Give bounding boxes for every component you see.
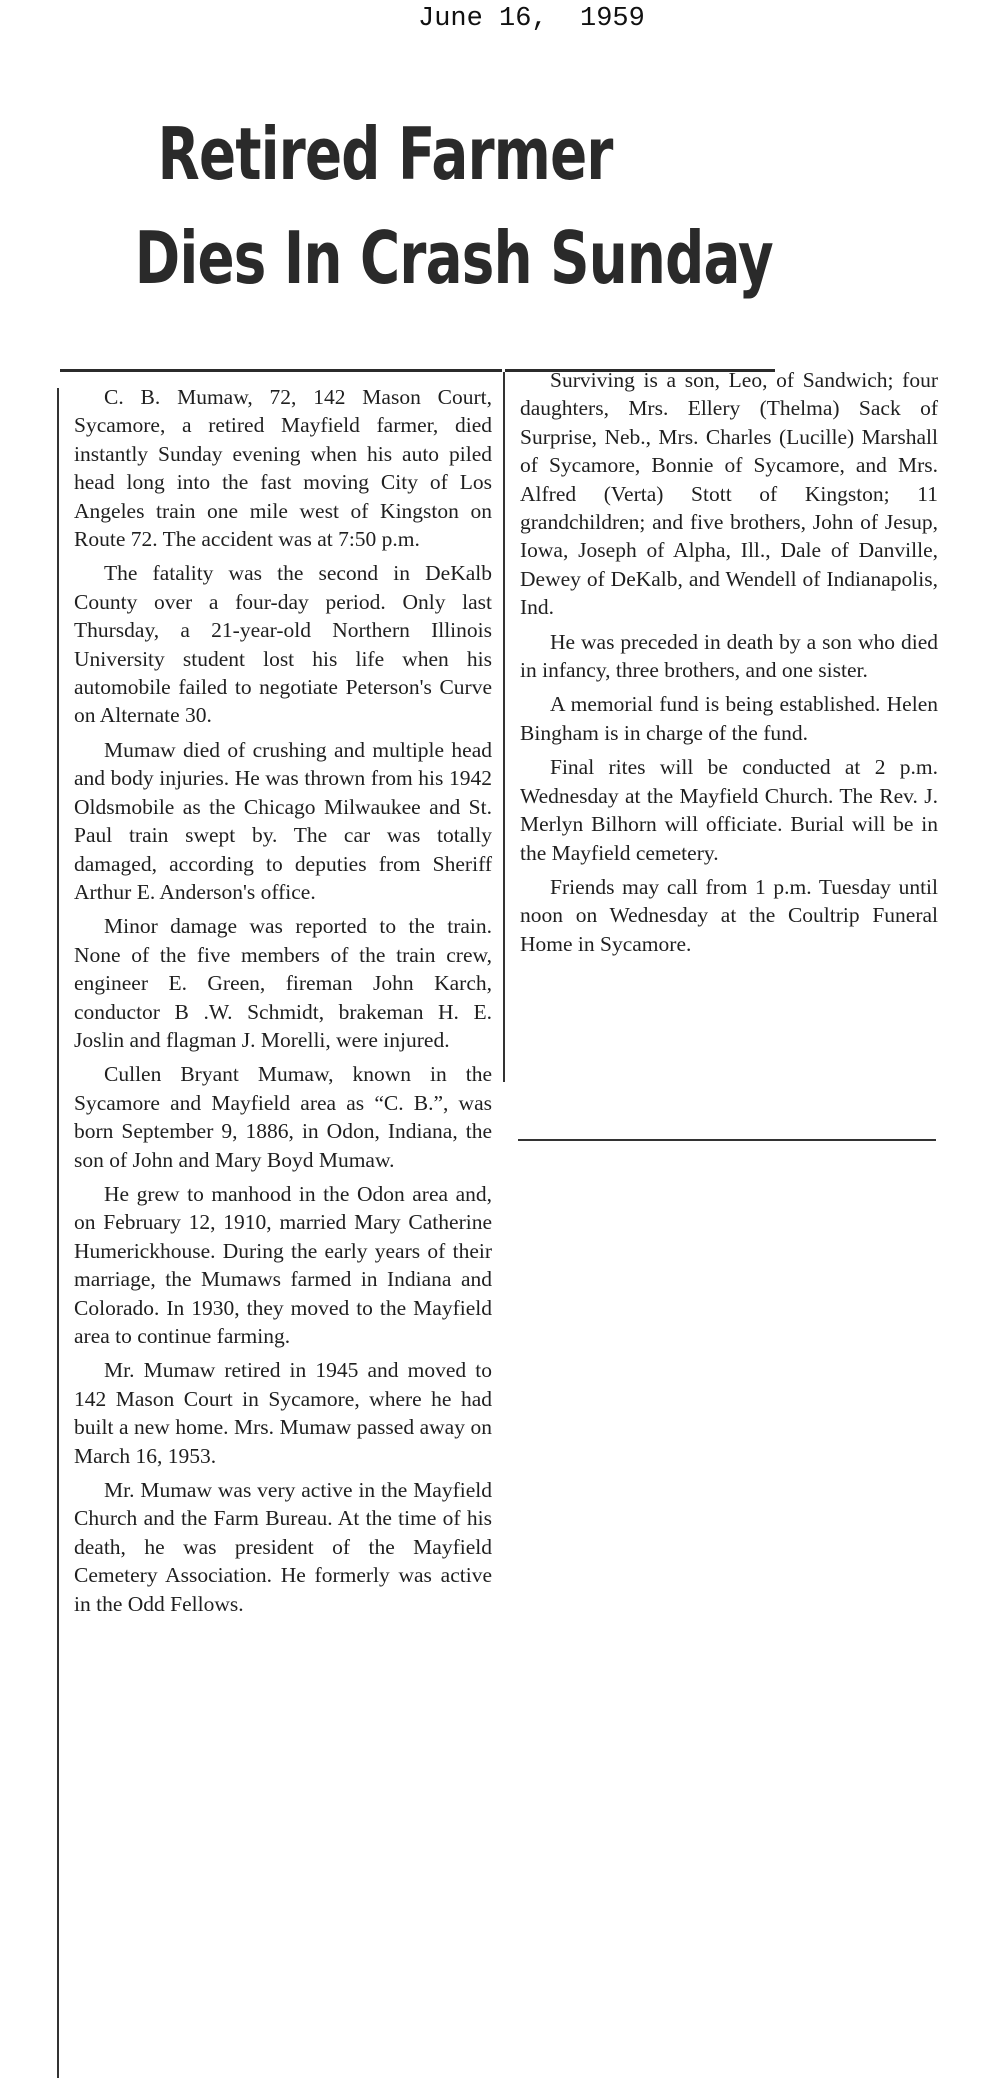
column-divider-rule	[503, 372, 505, 1082]
clipping-date: June 16, 1959	[418, 4, 645, 34]
headline-line-2: Dies In Crash Sunday	[134, 216, 773, 300]
paragraph: Mr. Mumaw was very active in the Mayfield Church and the Farm Bureau. At the time of his death, he was president of the Mayfield Cemetery Association. He formerly was active in the Odd Fellows.	[74, 1478, 492, 1616]
left-column-margin-rule	[57, 388, 59, 2078]
paragraph: Final rites will be conducted at 2 p.m. Wednesday at the Mayfield Church. The Rev. J. Merlyn Bilhorn will officiate. Burial will be in the Mayfield cemetery.	[520, 755, 938, 865]
headline	[134, 102, 773, 310]
paragraph: A memorial fund is being established. Helen Bingham is in charge of the fund.	[520, 692, 938, 745]
end-rule	[518, 1139, 936, 1141]
paragraph: C. B. Mumaw, 72, 142 Mason Court, Sycamore, a retired Mayfield farmer, died instantly Sunday evening when his auto piled head long into the fast moving City of Los Angeles train one mile west of Kingston on Route 72. The accident was at 7:50 p.m.	[74, 385, 492, 552]
article-left-column	[74, 383, 492, 1624]
paragraph: Mr. Mumaw retired in 1945 and moved to 142 Mason Court in Sycamore, where he had built a new home. Mrs. Mumaw passed away on March 16, 1953.	[74, 1358, 492, 1468]
paragraph: The fatality was the second in DeKalb County over a four-day period. Only last Thursday, a 21-year-old Northern Illinois University student lost his life when his automobile failed to negotiate Peterson's Curve on Alternate 30.	[74, 561, 492, 728]
paragraph: He was preceded in death by a son who died in infancy, three brothers, and one sister.	[520, 629, 938, 683]
paragraph: Mumaw died of crushing and multiple head and body injuries. He was thrown from his 1942 Oldsmobile as the Chicago Milwaukee and St. Paul train swept by. The car was totally damaged, according to deputies from Sheriff Arthur E. Anderson's office.	[74, 737, 492, 904]
top-rule-left	[60, 369, 502, 372]
paragraph: Cullen Bryant Mumaw, known in the Sycamore and Mayfield area as “C. B.”, was born September 9, 1886, in Odon, Indiana, the son of John and Mary Boyd Mumaw.	[74, 1062, 492, 1172]
paragraph: Surviving is a son, Leo, of Sandwich; four daughters, Mrs. Ellery (Thelma) Sack of Surprise, Neb., Mrs. Charles (Lucille) Marshall of Sycamore, Bonnie of Sycamore, and Mrs. Alfred (Verta) Stott of Kingston; 11 grandchildren; and five brothers, John of Jesup, Iowa, Joseph of Alpha, Ill., Dale of Danville, Dewey of DeKalb, and Wendell of Indianapolis, Ind.	[520, 368, 938, 620]
paragraph: Minor damage was reported to the train. None of the five members of the train crew, engineer E. Green, fireman John Karch, conductor B .W. Schmidt, brakeman H. E. Joslin and flagman J. Morelli, were injured.	[74, 914, 492, 1052]
paragraph: Friends may call from 1 p.m. Tuesday until noon on Wednesday at the Coultrip Funeral Home in Sycamore.	[520, 874, 938, 956]
headline-line-1: Retired Farmer	[157, 112, 613, 196]
paragraph: He grew to manhood in the Odon area and, on February 12, 1910, married Mary Catherine Humerickhouse. During the early years of their marriage, the Mumaws farmed in Indiana and Colorado. In 1930, they moved to the Mayfield area to continue farming.	[74, 1181, 492, 1348]
article-right-column	[520, 366, 938, 964]
